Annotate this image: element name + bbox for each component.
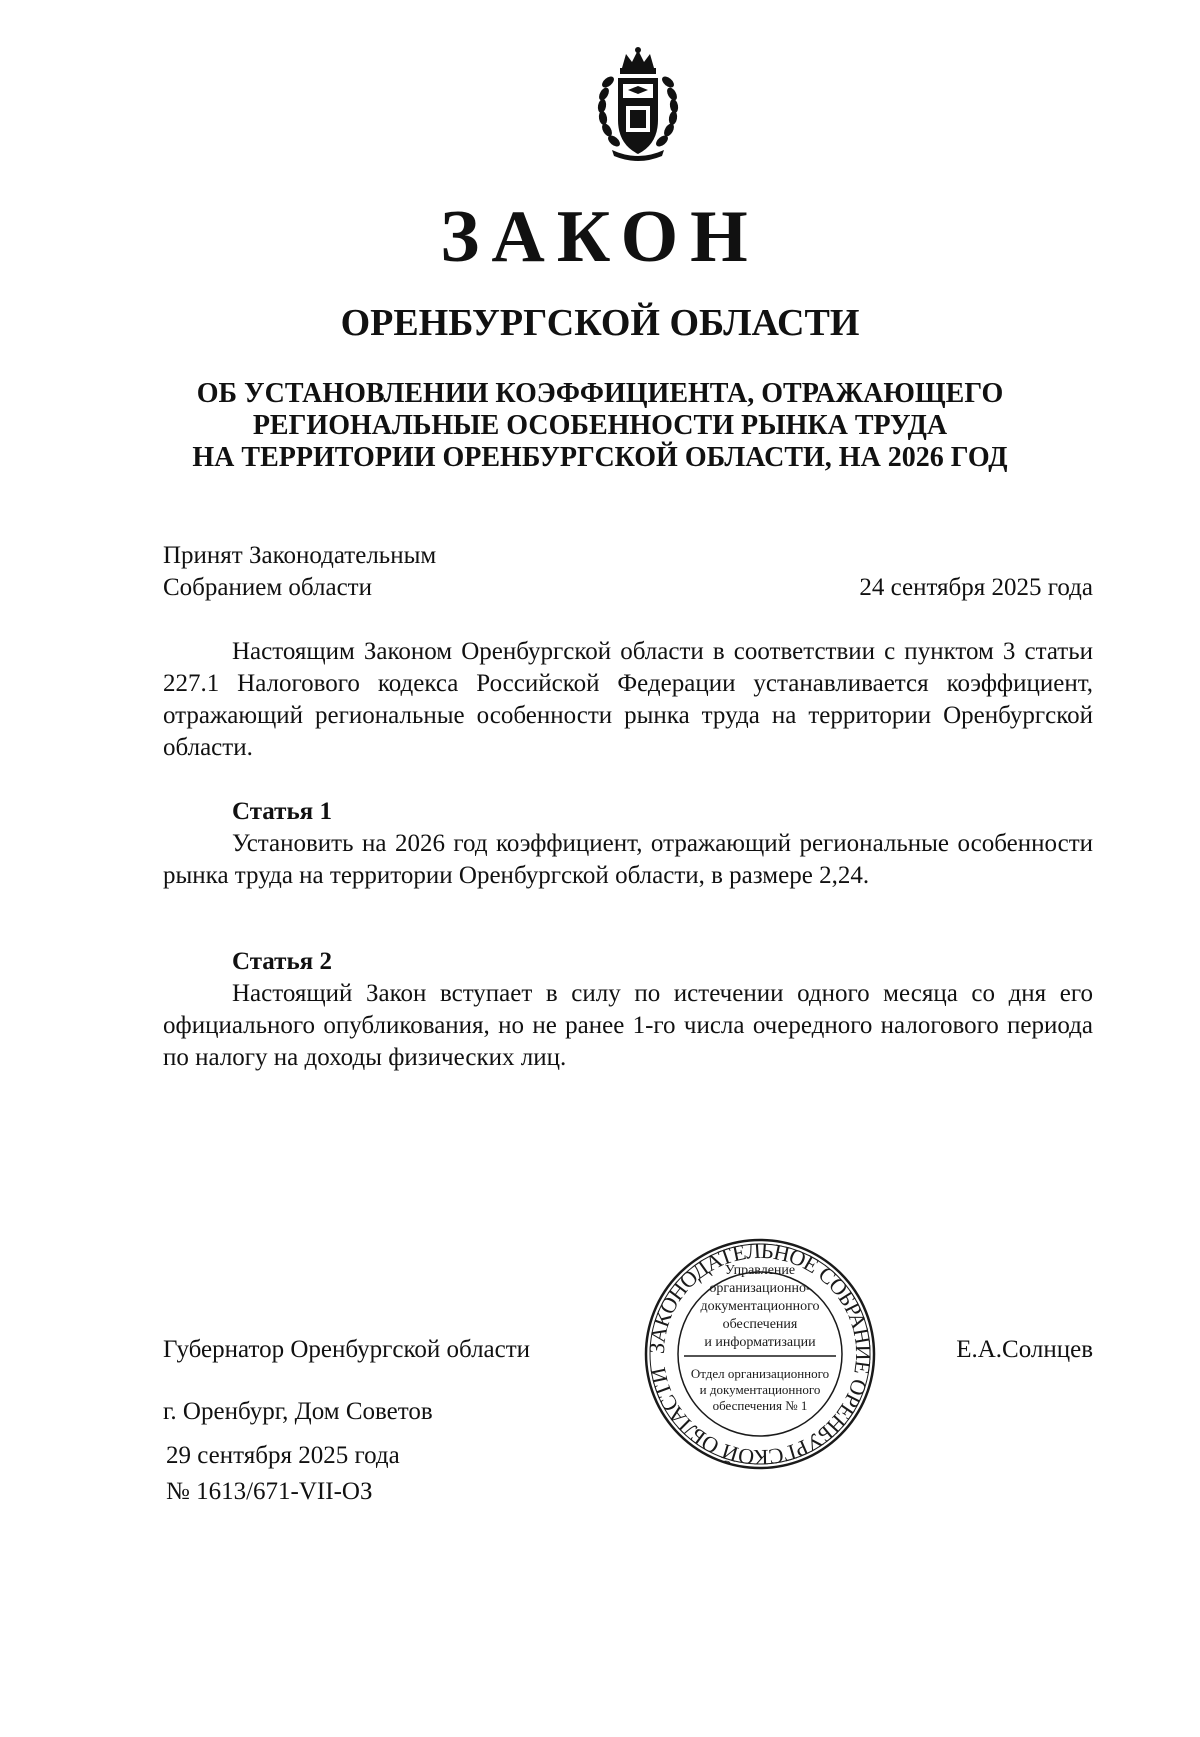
seal-text-line: обеспечения xyxy=(722,1317,798,1332)
coat-of-arms-icon xyxy=(592,46,684,162)
subject-line: НА ТЕРРИТОРИИ ОРЕНБУРГСКОЙ ОБЛАСТИ, НА 2026 ГОД xyxy=(192,442,1008,473)
signing-date: 29 сентября 2025 года xyxy=(166,1442,400,1469)
seal-text-line: Управление xyxy=(724,1263,796,1278)
seal-ring-text: ЗАКОНОДАТЕЛЬНОЕ СОБРАНИЕ ОРЕНБУРГСКОЙ ОБЛАСТИ xyxy=(643,1237,877,1471)
article-2-text: Настоящий Закон вступает в силу по истечении одного месяца со дня его официального опубликования, но не ранее 1-го числа очередного налогового периода по налогу на доходы физических лиц. xyxy=(163,980,1093,1071)
article-2-heading: Статья 2 xyxy=(232,948,332,975)
seal-text-line: обеспечения № 1 xyxy=(712,1398,808,1413)
seal-text-line: организационно- xyxy=(709,1281,811,1296)
signatory-name: Е.А.Солнцев xyxy=(956,1336,1093,1363)
region-title: ОРЕНБУРГСКОЙ ОБЛАСТИ xyxy=(340,302,860,344)
adopted-line: Собранием области xyxy=(163,574,372,601)
seal-text-line: Отдел организационного xyxy=(690,1366,830,1381)
preamble: Настоящим Законом Оренбургской области в соответствии с пунктом 3 статьи 227.1 Налогового кодекса Российской Федерации устанавливается коэффициент, отражающий региональные особенности рынка труда на территории Оренбургской области. xyxy=(163,638,1093,761)
adopted-by xyxy=(163,540,436,604)
law-number: № 1613/671-VII-ОЗ xyxy=(166,1478,373,1505)
article-1-heading: Статья 1 xyxy=(232,798,332,825)
subject-line: ОБ УСТАНОВЛЕНИИ КОЭФФИЦИЕНТА, ОТРАЖАЮЩЕГО xyxy=(196,378,1004,409)
article-1-text: Установить на 2026 год коэффициент, отражающий региональные особенности рынка труда на территории Оренбургской области, в размере 2,24. xyxy=(163,830,1093,889)
adopted-line: Принят Законодательным xyxy=(163,542,437,569)
seal-text-line: документационного xyxy=(700,1299,820,1314)
adopted-date: 24 сентября 2025 года xyxy=(859,574,1093,601)
law-title: ЗАКОН xyxy=(440,196,760,278)
signing-place: г. Оренбург, Дом Советов xyxy=(163,1398,433,1425)
official-seal xyxy=(636,1234,884,1474)
law-subject xyxy=(150,378,1050,474)
signatory-position: Губернатор Оренбургской области xyxy=(163,1336,531,1363)
seal-text-line: и документационного xyxy=(699,1382,821,1397)
subject-line: РЕГИОНАЛЬНЫЕ ОСОБЕННОСТИ РЫНКА ТРУДА xyxy=(252,410,948,441)
seal-text-line: и информатизации xyxy=(704,1335,816,1350)
